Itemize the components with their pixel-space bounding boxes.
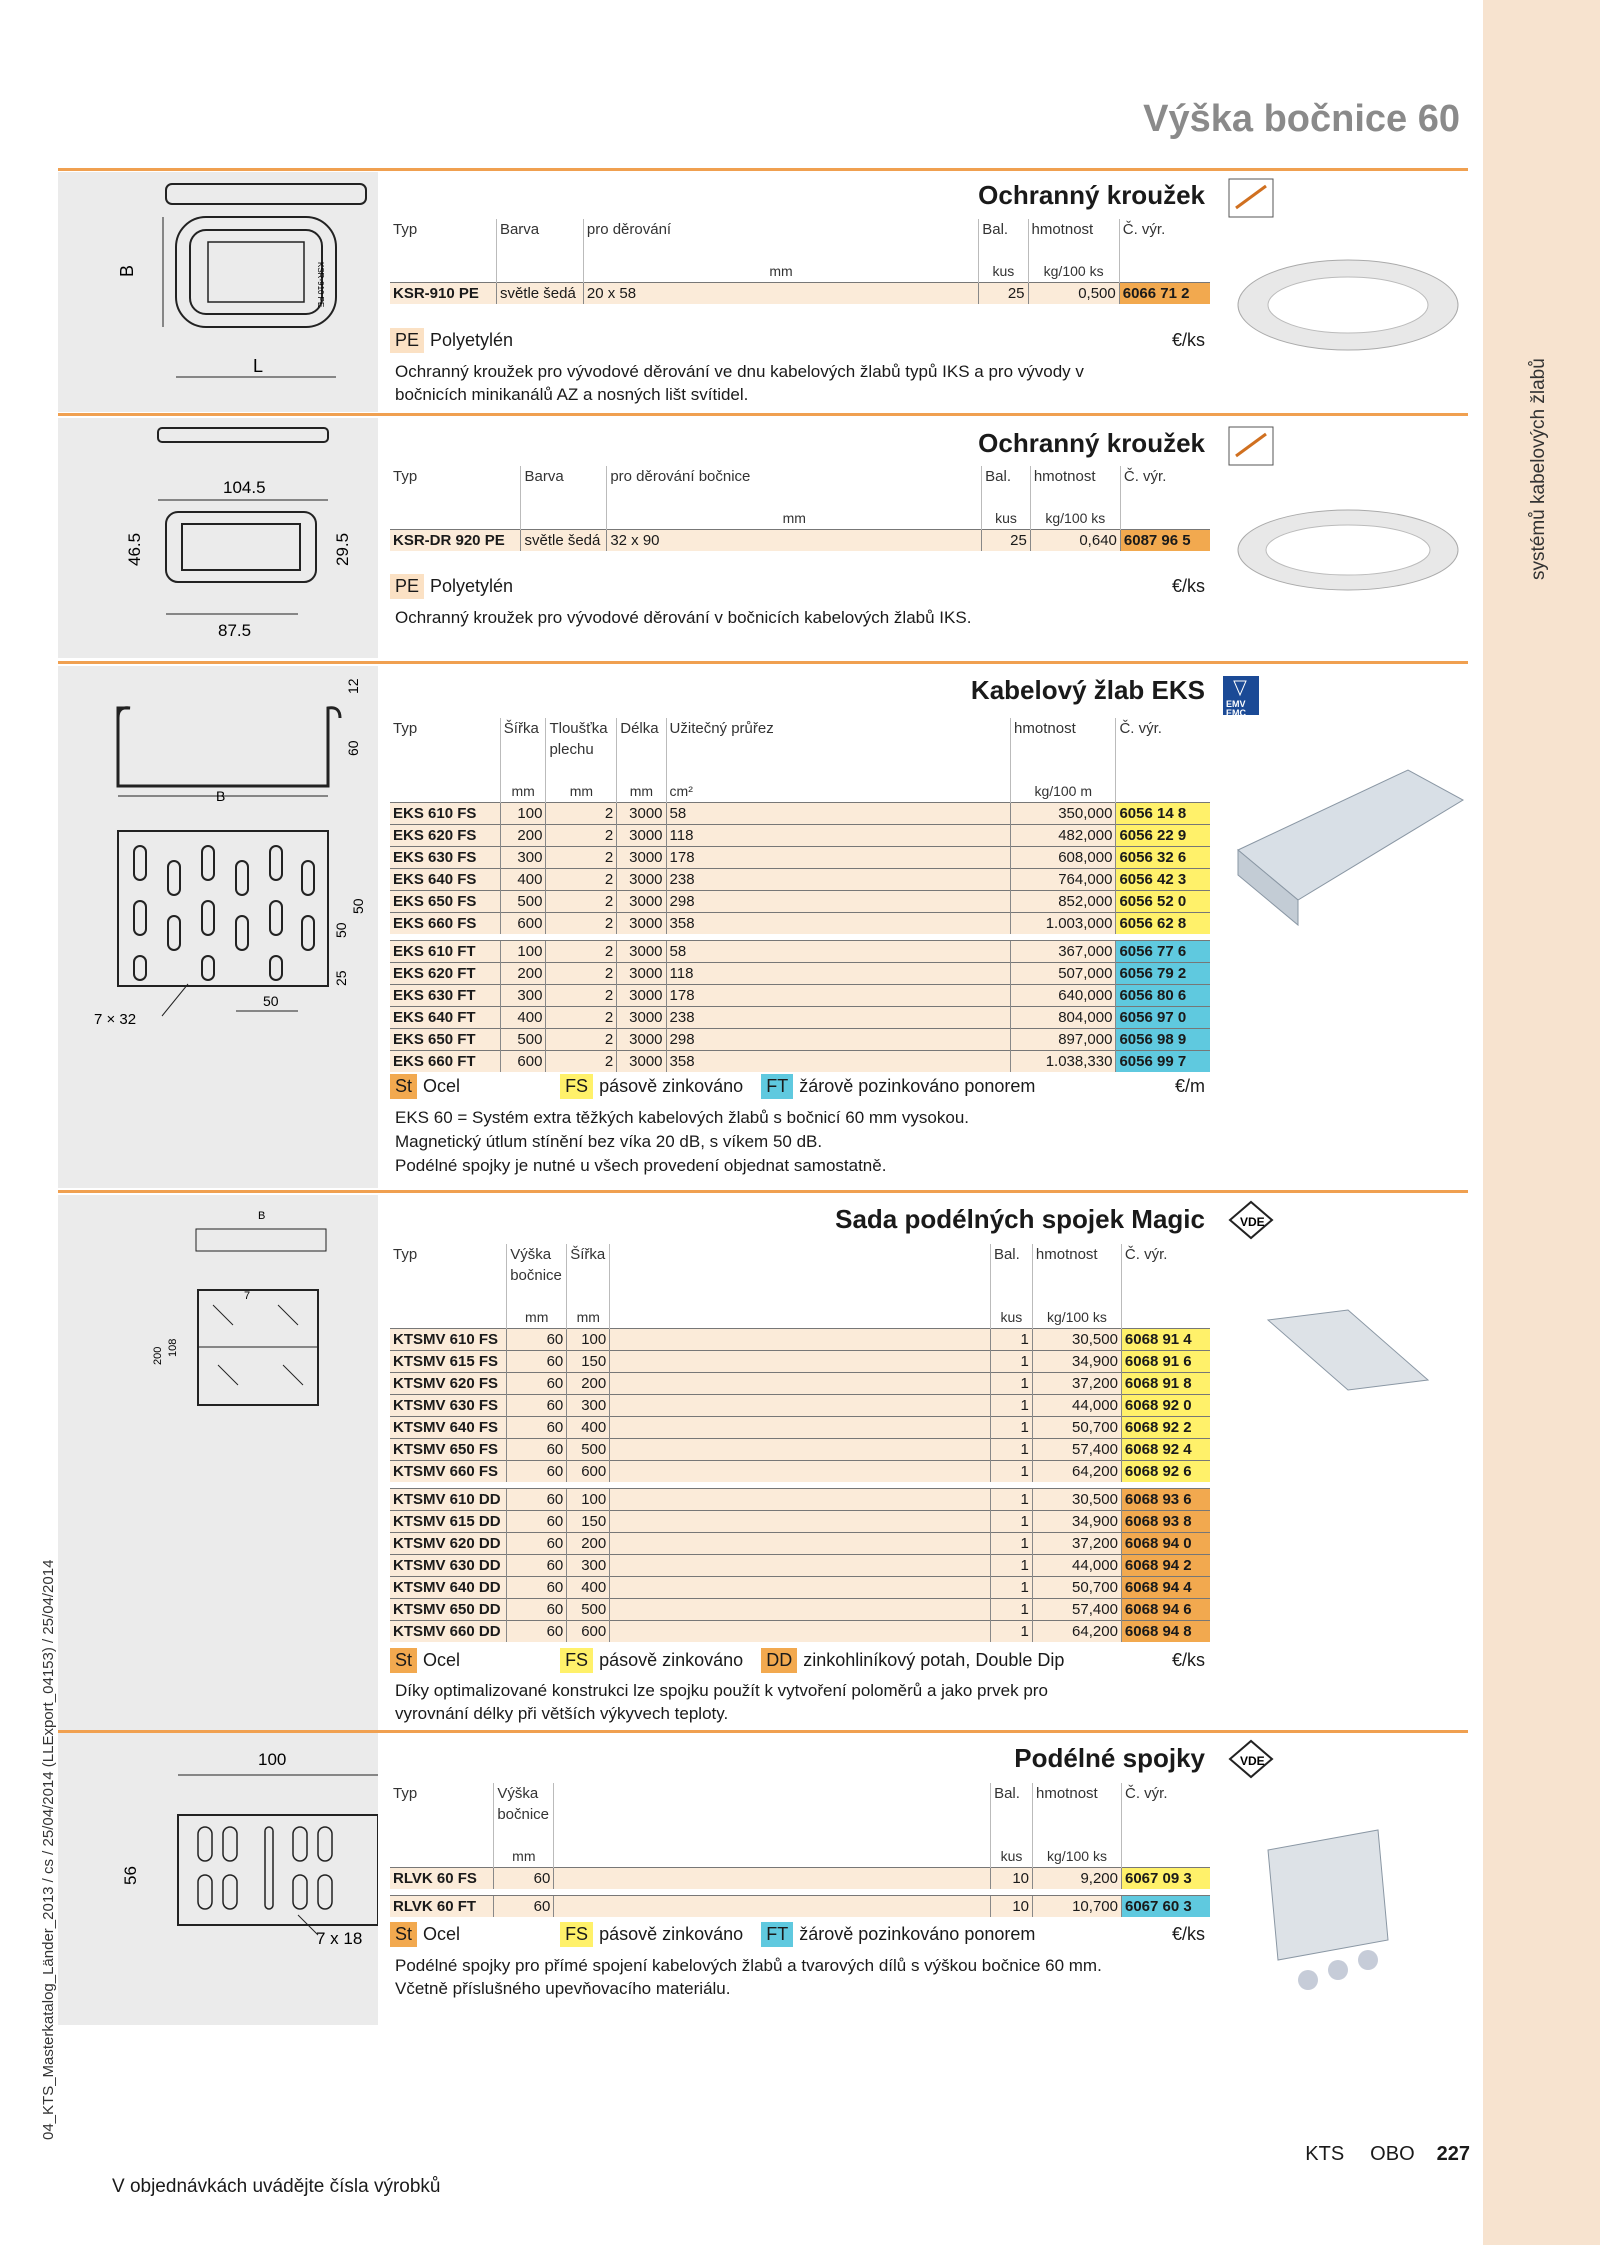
table-cell: 238 [666,869,1011,891]
material-legend: St Ocel FS pásově zinkováno FT žárově pozinkováno ponorem [390,1074,1035,1099]
table-cell: 2 [546,825,617,847]
description: Ochranný kroužek pro vývodové děrování v bočnicích kabelových žlabů IKS. [395,608,972,627]
table-cell: 400 [567,1417,610,1439]
table-cell [610,1555,991,1577]
table-row [390,1461,1210,1483]
drawing-panel [58,1735,378,2025]
table-cell: EKS 620 FT [390,963,500,985]
material-legend: PE Polyetylén [390,328,513,353]
table-cell: 34,900 [1032,1351,1121,1373]
table-cell: 6056 62 8 [1116,913,1210,935]
table-cell: 6068 92 6 [1121,1461,1210,1483]
connector-drawing [58,1195,378,1735]
table-cell: 60 [507,1577,567,1599]
table-row [390,913,1210,935]
table-cell [610,1533,991,1555]
table-row [390,985,1210,1007]
table-cell: 1 [990,1555,1032,1577]
table-cell: 1 [990,1621,1032,1643]
table-row [390,1621,1210,1643]
table-cell: 1 [990,1417,1032,1439]
table-cell: 3000 [617,1029,666,1051]
footer-note: V objednávkách uvádějte čísla výrobků [112,2176,441,2197]
table-cell: KTSMV 615 FS [390,1351,507,1373]
right-sidebar [1483,0,1600,2245]
table-cell: 2 [546,847,617,869]
section-title: Podélné spojky [1014,1743,1205,1773]
table-cell: KTSMV 610 FS [390,1329,507,1351]
vde-icon [1228,1200,1274,1240]
table-cell: 6068 93 6 [1121,1489,1210,1511]
table-cell [610,1439,991,1461]
table-cell: 200 [500,825,546,847]
table-cell: 500 [500,891,546,913]
dim-100: 100 [258,1750,287,1769]
table-cell: 50,700 [1032,1417,1121,1439]
file-meta: 04_KTS_Masterkatalog_Länder_2013 / cs / 25/04/2014 (LLExport_04153) / 25/04/2014 [40,1559,57,2140]
table-cell: 298 [666,891,1011,913]
table-cell: KTSMV 630 DD [390,1555,507,1577]
material-legend: St Ocel FS pásově zinkováno FT žárově pozinkováno ponorem [390,1922,1035,1947]
slot-label: 7 × 32 [94,1011,137,1028]
table-cell: 6068 94 6 [1121,1599,1210,1621]
product-table: Typ Barva pro děrování Bal. hmotnost Č. výr. mm kus kg/100 ks KSR-910 PE světle šedá 20 x 58 25 0,500 6066 71 2 [390,219,1210,304]
table-cell: 100 [567,1329,610,1351]
table-cell: 600 [567,1461,610,1483]
table-cell: 178 [666,985,1011,1007]
table-cell: 6068 91 6 [1121,1351,1210,1373]
dim-50b: 50 [350,898,366,914]
table-cell: 34,900 [1032,1511,1121,1533]
table-cell: 2 [546,913,617,935]
price-unit: €/m [1174,1076,1205,1096]
section-divider [58,1190,1468,1193]
table-cell: 150 [567,1511,610,1533]
splice-drawing [58,1735,378,2025]
table-cell [610,1395,991,1417]
table-cell: 6068 92 0 [1121,1395,1210,1417]
svg-text:EMV: EMV [1226,699,1246,709]
emv-icon [1222,675,1268,715]
table-cell: 804,000 [1011,1007,1116,1029]
table-cell: 58 [666,941,1011,963]
table-cell: 1 [990,1533,1032,1555]
table-row [390,963,1210,985]
table-row [390,1373,1210,1395]
table-cell: EKS 610 FT [390,941,500,963]
table-cell: 6056 32 6 [1116,847,1210,869]
table-cell: 60 [507,1489,567,1511]
dim-1: 104.5 [223,478,266,497]
table-cell: 3000 [617,985,666,1007]
table-cell: 1 [990,1489,1032,1511]
table-cell: 200 [567,1533,610,1555]
table-cell: 178 [666,847,1011,869]
table-cell: 64,200 [1032,1621,1121,1643]
dim-b: B [216,788,226,804]
table-cell: 852,000 [1011,891,1116,913]
svg-text:EMC: EMC [1226,708,1246,715]
table-cell: 60 [507,1621,567,1643]
ring-drawing [58,418,378,658]
table-cell: 60 [507,1373,567,1395]
part-text: KSR-910 PE [316,262,325,308]
table-row [390,1395,1210,1417]
table-cell: 30,500 [1032,1489,1121,1511]
product-table: Typ Výška bočnice Bal. hmotnost Č. výr. mm kus kg/100 ks RLVK 60 FS 60 10 9,200 6067 09 3 RLVK 60 FT 60 10 10,700 6067 60 3 [390,1783,1210,1917]
drawing-panel [58,666,378,1188]
table-cell: 44,000 [1032,1555,1121,1577]
table-cell: EKS 630 FT [390,985,500,1007]
table-cell: 2 [546,1029,617,1051]
table-row [390,1351,1210,1373]
table-cell: 6068 94 4 [1121,1577,1210,1599]
table-cell: 60 [507,1351,567,1373]
table-cell: 2 [546,985,617,1007]
dim-2: 46.5 [125,532,144,566]
table-cell: 3000 [617,913,666,935]
dim-l: L [253,356,264,376]
sidebar-label: systémů kabelových žlabů [1528,358,1549,580]
table-cell: 37,200 [1032,1533,1121,1555]
table-cell: KTSMV 660 DD [390,1621,507,1643]
table-cell: 500 [567,1599,610,1621]
product-photo [1228,490,1468,620]
table-row [390,1051,1210,1073]
table-cell: 1 [990,1511,1032,1533]
floor-icon [1228,426,1274,466]
table-cell: KTSMV 615 DD [390,1511,507,1533]
table-cell: 6068 94 2 [1121,1555,1210,1577]
table-cell: 3000 [617,891,666,913]
table-cell: 350,000 [1011,803,1116,825]
material-legend: PE Polyetylén [390,574,513,599]
drawing-panel [58,1195,378,1735]
dim-b: B [117,264,137,277]
table-cell: 200 [567,1373,610,1395]
table-cell: KTSMV 650 DD [390,1599,507,1621]
table-cell: 358 [666,1051,1011,1073]
table-cell: KTSMV 640 FS [390,1417,507,1439]
table-cell: 57,400 [1032,1439,1121,1461]
table-cell: 3000 [617,963,666,985]
table-cell: 6056 77 6 [1116,941,1210,963]
table-cell [610,1489,991,1511]
table-cell: 30,500 [1032,1329,1121,1351]
table-cell: 400 [567,1577,610,1599]
table-cell: 1 [990,1395,1032,1417]
page-title: Výška bočnice 60 [1143,98,1460,140]
price-unit: €/ks [1171,330,1205,350]
section-title: Ochranný kroužek [978,428,1205,458]
table-cell: 60 [507,1555,567,1577]
table-row: RLVK 60 FS 60 10 9,200 6067 09 3 [390,1868,1210,1890]
dim-56: 56 [121,1866,140,1885]
table-cell: 6056 14 8 [1116,803,1210,825]
dim-3: 29.5 [333,532,352,566]
table-cell: 6056 97 0 [1116,1007,1210,1029]
table-cell: 118 [666,963,1011,985]
table-cell: 100 [567,1489,610,1511]
table-cell: 3000 [617,847,666,869]
section-divider [58,413,1468,416]
table-cell: 6056 99 7 [1116,1051,1210,1073]
table-row [390,1439,1210,1461]
dim-50c: 50 [263,993,279,1009]
table-cell: 300 [500,847,546,869]
table-cell: 1.038,330 [1011,1051,1116,1073]
table-cell: KTSMV 640 DD [390,1577,507,1599]
table-cell [610,1461,991,1483]
dim-4: 87.5 [218,621,252,640]
table-cell: 1 [990,1329,1032,1351]
table-cell: 37,200 [1032,1373,1121,1395]
table-cell: KTSMV 630 FS [390,1395,507,1417]
table-cell: 600 [500,1051,546,1073]
table-row [390,869,1210,891]
table-cell: 6068 94 8 [1121,1621,1210,1643]
section-title: Kabelový žlab EKS [970,675,1205,705]
floor-icon [1228,178,1274,218]
product-photo [1228,1810,1468,2000]
product-table: Typ Barva pro děrování bočnice Bal. hmotnost Č. výr. mm kus kg/100 ks KSR-DR 920 PE světle šedá 32 x 90 25 0,640 6087 96 5 [390,466,1210,551]
price-unit: €/ks [1171,1924,1205,1944]
table-row [390,1599,1210,1621]
table-cell: 57,400 [1032,1599,1121,1621]
table-cell [610,1417,991,1439]
table-cell: 50,700 [1032,1577,1121,1599]
table-row [390,1511,1210,1533]
drawing-panel [58,418,378,658]
table-cell: 300 [567,1395,610,1417]
table-row [390,941,1210,963]
table-cell: 6056 22 9 [1116,825,1210,847]
table-cell: 897,000 [1011,1029,1116,1051]
table-row [390,1007,1210,1029]
price-unit: €/ks [1171,1650,1205,1670]
table-cell: 1 [990,1439,1032,1461]
table-cell: 1 [990,1599,1032,1621]
table-cell: 600 [500,913,546,935]
section-divider [58,1730,1468,1733]
table-cell: 300 [500,985,546,1007]
table-cell: EKS 610 FS [390,803,500,825]
vde-icon [1228,1739,1274,1779]
table-row [390,1533,1210,1555]
table-cell [610,1621,991,1643]
dim-108: 108 [167,1338,179,1357]
table-cell: 6056 98 9 [1116,1029,1210,1051]
table-cell: 6068 91 8 [1121,1373,1210,1395]
section-title: Sada podélných spojek Magic [835,1204,1205,1234]
table-row [390,891,1210,913]
table-cell: 3000 [617,941,666,963]
table-cell: KTSMV 650 FS [390,1439,507,1461]
table-cell: 1 [990,1351,1032,1373]
dim-60: 60 [345,740,361,756]
table-cell: 100 [500,941,546,963]
table-cell: EKS 650 FS [390,891,500,913]
slot-label: 7 x 18 [316,1929,363,1948]
table-cell: 400 [500,869,546,891]
svg-text:VDE: VDE [1240,1754,1265,1768]
table-cell: 60 [507,1461,567,1483]
table-cell: EKS 630 FS [390,847,500,869]
table-cell: 608,000 [1011,847,1116,869]
table-cell [610,1329,991,1351]
dim-50a: 50 [333,922,349,938]
product-photo [1228,740,1468,930]
table-cell: 2 [546,869,617,891]
table-cell [610,1577,991,1599]
table-cell: 1.003,000 [1011,913,1116,935]
table-cell: 60 [507,1599,567,1621]
table-cell: 3000 [617,825,666,847]
table-cell: 150 [567,1351,610,1373]
product-table: Typ Výška bočnice Šířka Bal. hmotnost Č. výr. mm mm kus kg/100 ks KTSMV 610 FS 60 100 1 30,500 6068 91 4 KTSMV 615 FS 60 150 1 34,900 6068 91 6 KTSMV 620 FS 60 200 1 37,200 6068 91 8 KTSMV 630 FS 60 300 1 44,000 6068 92 0 KTSMV 640 FS 60 400 1 50,700 6068 92 2 KTSMV 650 FS 60 500 1 57,400 6068 92 4 KTSMV 660 FS 60 600 1 64,200 6068 92 6 KTSMV 610 DD 60 100 1 30,500 6068 93 6 KTSMV 615 DD 60 150 1 34,900 6068 93 8 KTSMV 620 DD 60 200 1 37,200 6068 94 0 KTSMV 630 DD 60 300 1 44,000 6068 94 2 KTSMV 640 DD 60 400 1 50,700 6068 94 4 KTSMV 650 DD 60 500 1 57,400 6068 94 6 KTSMV 660 DD 60 600 1 64,200 6068 94 8 [390,1244,1210,1642]
table-cell: EKS 660 FS [390,913,500,935]
dim-25: 25 [333,970,349,986]
table-row [390,803,1210,825]
section-divider [58,168,1468,171]
table-cell: 6068 92 4 [1121,1439,1210,1461]
table-cell: 3000 [617,1007,666,1029]
table-cell [610,1351,991,1373]
table-cell: 482,000 [1011,825,1116,847]
table-cell: 6056 80 6 [1116,985,1210,1007]
table-cell: 1 [990,1461,1032,1483]
section-divider [58,661,1468,664]
table-cell: 60 [507,1533,567,1555]
material-legend: St Ocel FS pásově zinkováno DD zinkohliníkový potah, Double Dip [390,1648,1064,1673]
table-cell [610,1373,991,1395]
description: Podélné spojky pro přímé spojení kabelových žlabů a tvarových dílů s výškou bočnice 60 mm. Včetně příslušného upevňovacího materiálu. [395,1956,1102,1998]
table-cell: 2 [546,941,617,963]
table-row: KSR-910 PE světle šedá 20 x 58 25 0,500 6066 71 2 [390,283,1210,305]
table-cell: 6068 93 8 [1121,1511,1210,1533]
table-cell: KTSMV 660 FS [390,1461,507,1483]
table-cell: 507,000 [1011,963,1116,985]
table-cell: 6056 79 2 [1116,963,1210,985]
product-table: Typ Šířka Tloušťka plechu Délka Užitečný průřez hmotnost Č. výr. mm mm mm cm² kg/100 m EKS 610 FS 100 2 3000 58 350,000 6056 14 8 EKS 620 FS 200 2 3000 118 482,000 6056 22 9 EKS 630 FS 300 2 3000 178 608,000 6056 32 6 EKS 640 FS 400 2 3000 238 764,000 6056 42 3 EKS 650 FS 500 2 3000 298 852,000 6056 52 0 EKS 660 FS 600 2 3000 358 1.003,000 6056 62 8 EKS 610 FT 100 2 3000 58 367,000 6056 77 6 EKS 620 FT 200 2 3000 118 507,000 6056 79 2 EKS 630 FT 300 2 3000 178 640,000 6056 80 6 EKS 640 FT 400 2 3000 238 804,000 6056 97 0 EKS 650 FT 500 2 3000 298 897,000 6056 98 9 EKS 660 FT 600 2 3000 358 1.038,330 6056 99 7 [390,718,1210,1072]
table-cell [610,1599,991,1621]
table-cell: EKS 650 FT [390,1029,500,1051]
table-row [390,1489,1210,1511]
table-row [390,847,1210,869]
table-cell: 60 [507,1511,567,1533]
table-cell: 400 [500,1007,546,1029]
table-cell: 200 [500,963,546,985]
table-cell: 3000 [617,869,666,891]
table-row [390,1329,1210,1351]
table-cell: EKS 640 FT [390,1007,500,1029]
table-cell: 118 [666,825,1011,847]
table-cell: 44,000 [1032,1395,1121,1417]
table-cell: EKS 640 FS [390,869,500,891]
table-cell: 100 [500,803,546,825]
dim-7: 7 [244,1290,251,1302]
table-cell: 764,000 [1011,869,1116,891]
table-cell: 238 [666,1007,1011,1029]
table-cell: 64,200 [1032,1461,1121,1483]
table-cell: 60 [507,1329,567,1351]
table-cell: 6056 42 3 [1116,869,1210,891]
svg-text:VDE: VDE [1240,1215,1265,1229]
tray-drawing [58,666,378,1186]
table-cell: 6068 94 0 [1121,1533,1210,1555]
table-row: KSR-DR 920 PE světle šedá 32 x 90 25 0,640 6087 96 5 [390,530,1210,552]
table-cell: 2 [546,1007,617,1029]
table-cell: 358 [666,913,1011,935]
table-cell: 60 [507,1395,567,1417]
product-photo [1228,1290,1468,1400]
table-cell: 60 [507,1417,567,1439]
table-cell: 3000 [617,803,666,825]
product-photo [1228,240,1468,370]
table-cell: EKS 660 FT [390,1051,500,1073]
table-cell: 298 [666,1029,1011,1051]
table-cell: 2 [546,963,617,985]
table-row [390,1029,1210,1051]
table-cell: 367,000 [1011,941,1116,963]
table-cell: 6068 92 2 [1121,1417,1210,1439]
section-title: Ochranný kroužek [978,180,1205,210]
table-row [390,1417,1210,1439]
table-cell: 58 [666,803,1011,825]
footer-brand: KTS OBO 227 [1305,2143,1470,2165]
table-row [390,1577,1210,1599]
table-cell: KTSMV 620 DD [390,1533,507,1555]
table-cell: KTSMV 610 DD [390,1489,507,1511]
table-row [390,1555,1210,1577]
table-row: RLVK 60 FT 60 10 10,700 6067 60 3 [390,1896,1210,1918]
table-cell: 6068 91 4 [1121,1329,1210,1351]
table-cell: 2 [546,891,617,913]
table-cell: 2 [546,803,617,825]
table-cell: 6056 52 0 [1116,891,1210,913]
table-cell [610,1511,991,1533]
table-cell: KTSMV 620 FS [390,1373,507,1395]
table-cell: 500 [500,1029,546,1051]
table-row [390,825,1210,847]
dim-b: B [258,1210,266,1222]
description: Ochranný kroužek pro vývodové děrování ve dnu kabelových žlabů typů IKS a pro vývody v bočnicích minikanálů AZ a nosných lišt svítidel. [395,362,1084,404]
table-cell: 1 [990,1577,1032,1599]
description: Díky optimalizované konstrukci lze spojku použít k vytvoření poloměrů a jako prvek pro vyrovnání délky při větších výkyvech teploty. [395,1681,1048,1723]
table-cell: 60 [507,1439,567,1461]
table-cell: 2 [546,1051,617,1073]
table-cell: 600 [567,1621,610,1643]
table-cell: 1 [990,1373,1032,1395]
description: EKS 60 = Systém extra těžkých kabelových žlabů s bočnicí 60 mm vysokou. Magnetický útlum stínění bez víka 20 dB, s víkem 50 dB. Podélné spojky je nutné u všech provedení objednat samostatně. [395,1108,970,1175]
table-cell: 3000 [617,1051,666,1073]
dim-12: 12 [345,678,361,694]
table-cell: 500 [567,1439,610,1461]
dim-200: 200 [152,1346,164,1365]
table-cell: EKS 620 FS [390,825,500,847]
ring-drawing [58,172,378,412]
table-cell: 300 [567,1555,610,1577]
table-cell: 640,000 [1011,985,1116,1007]
price-unit: €/ks [1171,576,1205,596]
drawing-panel [58,172,378,412]
